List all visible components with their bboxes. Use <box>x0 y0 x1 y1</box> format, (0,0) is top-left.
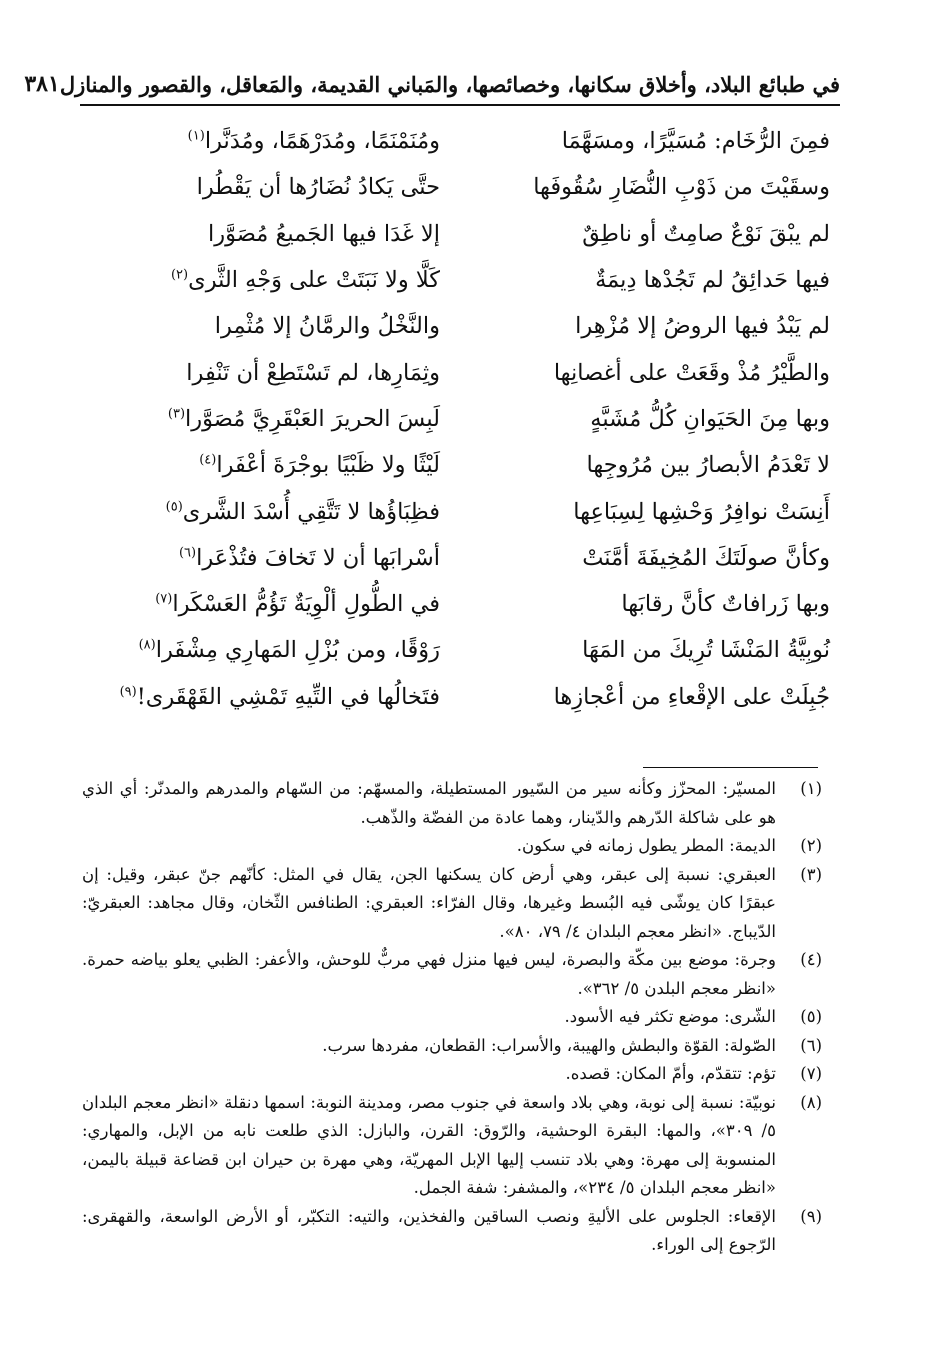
footnote-number: (٤) <box>800 950 822 969</box>
footnote-text: تؤم: تتقدّم، وأمّ المكان: قصده. <box>565 1064 776 1083</box>
verse-second-hemistich <box>110 174 440 200</box>
verse-second-text: فتَخالُها في التِّيهِ تَمْشِي القَهْقَرى! <box>136 683 440 710</box>
verse-second-text: أسْرابَها أن لا تَخافَ فتُذْعَرا <box>196 544 440 571</box>
footnote-number: (٧) <box>800 1064 822 1083</box>
footnote <box>82 832 822 861</box>
verse-first-hemistich: جُبِلَتْ على الإقْعاءِ من أعْجازِها <box>553 683 830 710</box>
verse-second-text: والنَّخْلُ والرمَّانُ إلا مُثْمِرا <box>214 313 440 340</box>
verse-first-hemistich: وبها زَرافاتٌ كأنَّ رقابَها <box>621 591 830 618</box>
verse <box>110 674 830 720</box>
footnote-text: الشّرى: موضع تكثر فيه الأسود. <box>564 1007 776 1026</box>
footnote-text: المسيّر: المحزّز وكأنه سير من السّيور المستطيلة، والمسهّم: من السّهام والمدرهم والمدنّر: أي الذي هو على شاكلة الدّرهم والدّينار، وهما عادة من الفضّة والذّهب. <box>82 779 776 827</box>
verse-second-text: رَوْقًا، ومن بُزْلِ المَهارِي مِشْفَرا <box>155 637 440 664</box>
verse-second-text: في الطُّولِ ألْوِيَةٌ تَؤُمُّ العَسْكَرا <box>172 591 440 618</box>
verse-second-text: لَبِسَ الحريرَ العَبْقَرِيَّ مُصَوَّرا <box>185 405 440 432</box>
verse <box>110 303 830 349</box>
verse-second-hemistich <box>110 221 440 247</box>
footnote <box>82 1203 822 1260</box>
verse-second-hemistich <box>110 128 440 154</box>
verse <box>110 581 830 627</box>
verse <box>110 118 830 164</box>
verse-second-hemistich <box>110 313 440 339</box>
verse-first-hemistich: أَنِسَتْ نوافِرُ وَحْشِها لِسِبَاعِها <box>573 498 830 525</box>
verse-first-hemistich: نُوبِيَّةُ المَنْشَا تُرِيكَ من المَهَا <box>582 637 830 664</box>
verse-second-text: حتَّى يَكادُ نُضَارُها أن يَقْطُرا <box>196 174 440 201</box>
footnotes <box>82 775 822 1260</box>
verse-first-hemistich: لا تَعْدَمُ الأبصارُ بين مُرُوجِها <box>586 452 830 479</box>
footnote-text: وجرة: موضع بين مكّة والبصرة، ليس فيها منزل فهي مربٌّ للوحش، والأعفر: الظبي يعلو بياضه حمرة. «انظر معجم البلدن ٥/ ٣٦٢». <box>82 950 776 998</box>
verse-second-hemistich <box>110 591 440 617</box>
footnote-text: الإقعاء: الجلوس على الأليةِ ونصب الساقين والفخذين، والتيه: التكبّر، أو الأرض الواسعة، والقهقرى: الرّجوع إلى الوراء. <box>82 1206 776 1254</box>
footnote-text: العبقري: نسبة إلى عبقر، وهي أرض كان يسكنها الجن، يقال في المثل: كأنّهم جنّ عبقر، وقيل: إن عبقرًا كان يوشّى فيه البُسط وغيرها، وقال الفرّاء: العبقري: الطنافس الثّخان، وقال مجاهد: العبقريّ: الدّيباج. «انظر معجم البلدان ٤/ ٧٩، ٨٠». <box>82 864 776 941</box>
verse-second-hemistich <box>110 267 440 293</box>
footnote <box>82 861 822 947</box>
footnote-number: (٥) <box>800 1007 822 1026</box>
verse-second-text: كَلَّا ولا نَبَتَتْ على وَجْهِ الثَّرى <box>188 267 440 294</box>
verse-second-hemistich <box>110 499 440 525</box>
footnote <box>82 1032 822 1061</box>
verse-second-hemistich <box>110 406 440 432</box>
verse <box>110 396 830 442</box>
verse-first-hemistich: لم يبْقَ نَوْعٌ صامِتٌ أو ناطِقٌ <box>582 220 830 247</box>
verse-first-hemistich: لم يَبْدُ فيها الروضُ إلا مُزْهِرا <box>575 313 830 340</box>
verse-first-hemistich: وسقَيْتَ من ذَوْبِ النُّضَارِ سُقُوفَها <box>533 174 830 201</box>
footnote-text: نوبيّة: نسبة إلى نوبة، وهي بلاد واسعة في جنوب مصر، ومدينة النوبة: اسمها دنقلة «انظر معجم البلدان ٥/ ٣٠٩»، والمها: البقرة الوحشية، والرّوق: القرن، والبازل: الذي طلعت نابه من الإبل، والمهاري: المنسوبة إلى مهرة: وهي بلاد تنسب إليها الإبل المهريّة، وهي مهرة بن حيران ابن قضاعة قبيلة باليمن، «انظر معجم البلدان ٥/ ٢٣٤»، والمشفر: شفة الجمل. <box>82 1092 776 1197</box>
verse-first-hemistich: فمِنَ الرُّخَام: مُسَيَّرًا، ومسَهَّمَا <box>561 128 830 155</box>
page-number: ٣٨١ <box>24 71 60 97</box>
verse-first-hemistich: فيها حَدائِقُ لم تَجُدْها دِيمَةٌ <box>595 267 830 294</box>
verse-second-text: وثِمَارِها، لم تَسْتَطِعْ أن تَنْفِرا <box>186 359 440 386</box>
footnote <box>82 775 822 832</box>
verse <box>110 164 830 210</box>
footnote-reference: (١) <box>187 128 205 144</box>
footnote-reference: (٨) <box>138 637 156 653</box>
verse <box>110 442 830 488</box>
footnote-reference: (٤) <box>199 452 217 468</box>
verse-second-text: فظِبَاؤُها لا تَتَّقِي أُسْدَ الشَّرى <box>182 498 440 525</box>
verse-second-text: إلا غَدَا فيها الجَميعُ مُصَوَّرا <box>208 220 440 247</box>
verse <box>110 535 830 581</box>
footnote <box>82 1003 822 1032</box>
verse <box>110 349 830 395</box>
footnote-reference: (٢) <box>170 267 189 283</box>
footnote <box>82 1060 822 1089</box>
footnote-reference: (٩) <box>119 684 137 700</box>
footnote-number: (٦) <box>800 1035 822 1055</box>
verse-second-hemistich <box>110 684 440 710</box>
footnote-number: (٣) <box>800 864 822 884</box>
footnote-reference: (٧) <box>155 591 173 607</box>
header-title: في طبائع البلاد، وأخلاق سكانها، وخصائصها، والمَباني القديمة، والمَعاقل، والقصور والمنازل <box>59 71 840 97</box>
verse-second-text: لَيْثًا ولا ظَبْيًا بوجْرَةَ أعْفَرا <box>216 452 440 479</box>
verse-second-hemistich <box>110 452 440 478</box>
poem <box>110 118 830 720</box>
verse-second-hemistich <box>110 637 440 663</box>
verse <box>110 211 830 257</box>
verse <box>110 488 830 534</box>
footnote-text: الديمة: المطر يطول زمانه في سكون. <box>516 836 776 855</box>
footnote-number: (١) <box>800 779 822 798</box>
footnote <box>82 1089 822 1203</box>
footnote-text: الصّولة: القوّة والبطش والهيبة، والأسراب: القطعان، مفردها سرب. <box>322 1035 776 1055</box>
verse-first-hemistich: وبها مِنَ الحَيَوانِ كُلُّ مُشَبَّهٍ <box>590 405 830 432</box>
footnote <box>82 946 822 1003</box>
footnote-reference: (٦) <box>178 545 197 561</box>
footnote-divider <box>643 767 818 768</box>
verse-second-hemistich <box>110 545 440 571</box>
footnote-reference: (٣) <box>167 406 186 422</box>
footnote-reference: (٥) <box>165 499 183 515</box>
verse <box>110 627 830 673</box>
verse-first-hemistich: وكأنَّ صولَتَكَ المُخِيفَةَ أمَّنَتْ <box>582 544 830 571</box>
verse-second-hemistich <box>110 360 440 386</box>
verse-second-text: ومُنَمْنَمًا، ومُدَرْهَمًا، ومُدَنَّرا <box>204 128 440 155</box>
running-header <box>24 64 840 106</box>
verse-first-hemistich: والطَّيْرُ مُذْ وقَعَتْ على أغصانِها <box>553 359 830 386</box>
verse <box>110 257 830 303</box>
footnote-number: (٢) <box>800 836 822 855</box>
footnote-number: (٨) <box>800 1092 822 1112</box>
footnote-number: (٩) <box>800 1206 822 1226</box>
